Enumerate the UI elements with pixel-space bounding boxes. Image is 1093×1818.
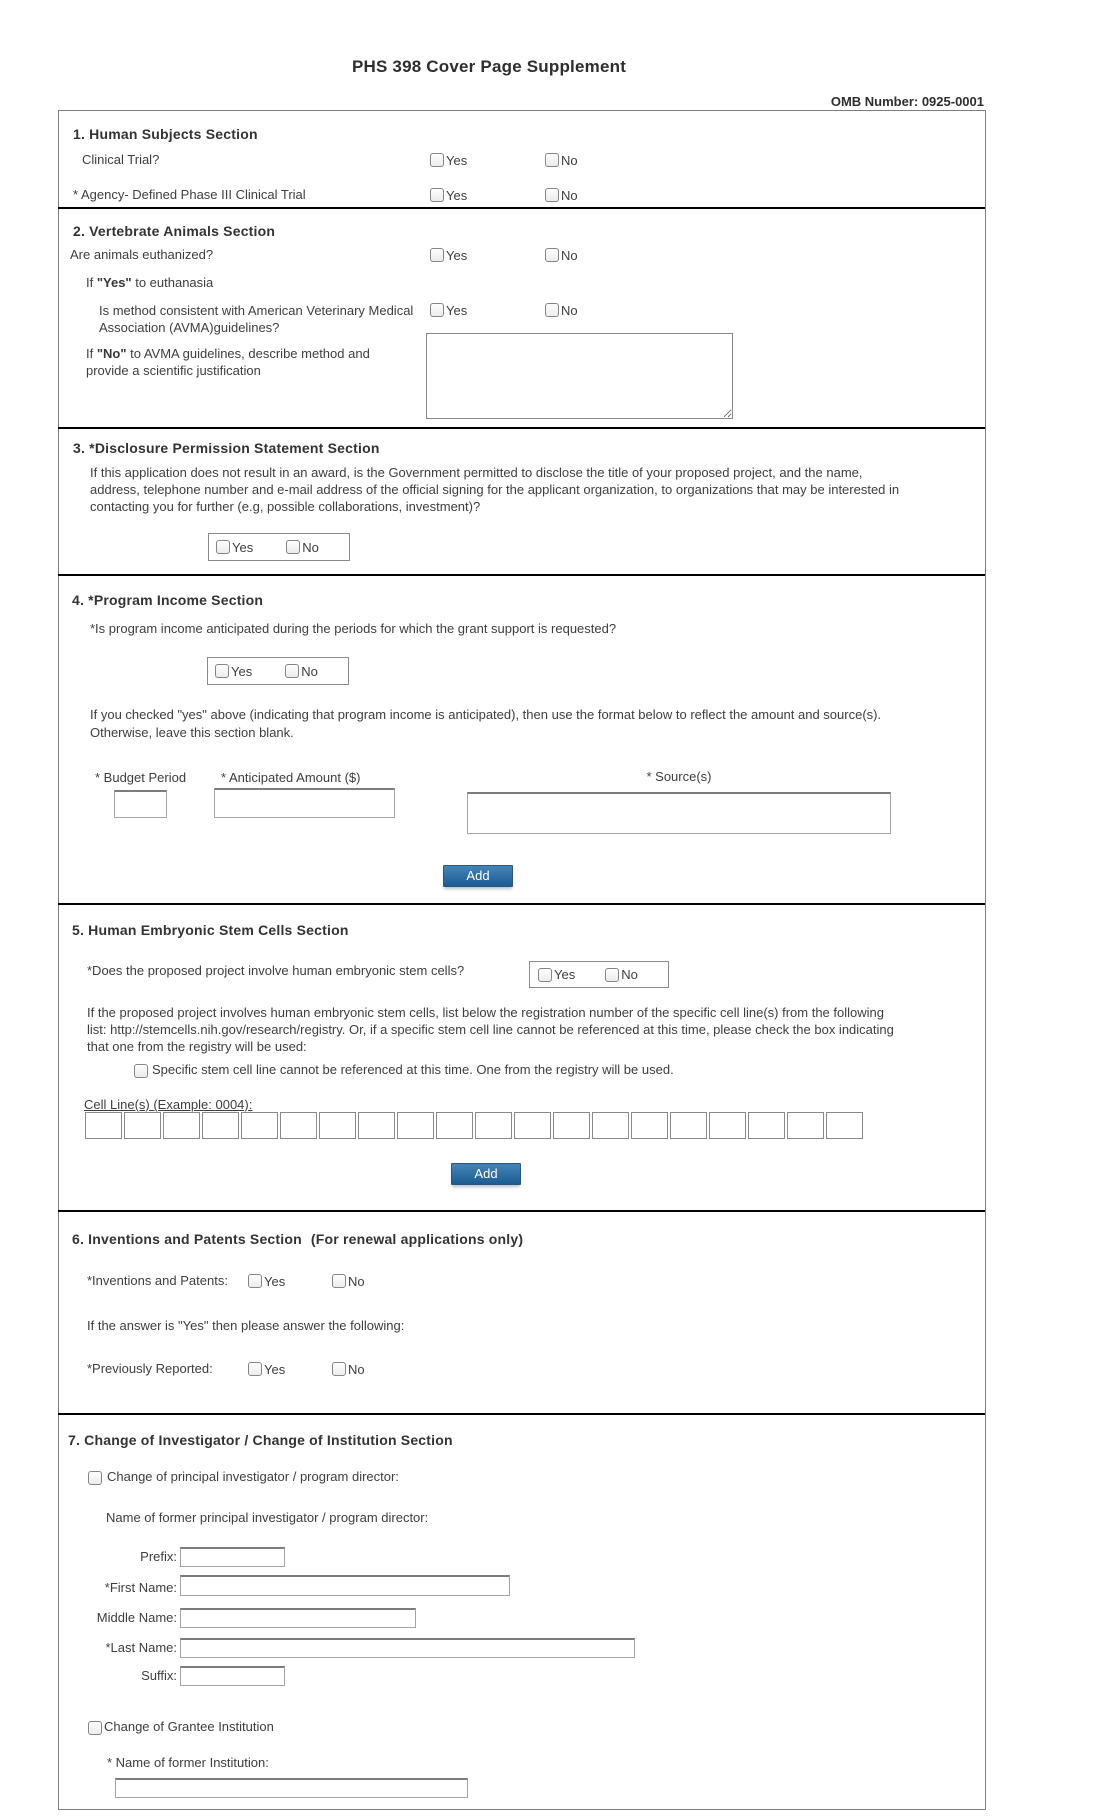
sources-input[interactable] xyxy=(467,792,891,834)
clinical-trial-yes xyxy=(430,152,467,168)
program-income-question: *Is program income anticipated during the periods for which the grant support is requested? xyxy=(90,621,617,636)
agency-phase3-no xyxy=(545,187,578,203)
section-divider-5 xyxy=(58,1210,985,1212)
anticipated-amount-input[interactable] xyxy=(214,788,395,818)
avma-justification-textarea[interactable] xyxy=(426,333,733,419)
suffix-label: Suffix: xyxy=(141,1668,177,1683)
cell-line-box[interactable] xyxy=(280,1112,317,1139)
middle-name-input[interactable] xyxy=(180,1608,416,1628)
animals-euthanized-no-checkbox[interactable] xyxy=(545,248,559,262)
inventions-no-label: No xyxy=(348,1273,365,1289)
program-income-no-label: No xyxy=(301,663,318,679)
section-2-header: 2. Vertebrate Animals Section xyxy=(73,223,276,239)
disclosure-yes-label: Yes xyxy=(232,539,254,555)
animals-euthanized-yes-label: Yes xyxy=(446,247,468,263)
stem-cells-no xyxy=(605,967,638,983)
cell-line-box[interactable] xyxy=(514,1112,551,1139)
last-name-label: *Last Name: xyxy=(105,1640,177,1655)
cell-line-add-button[interactable]: Add xyxy=(451,1163,521,1185)
program-income-instructions: If you checked "yes" above (indicating that program income is anticipated), then use the format below to reflect the amount and source(s). Otherwise, leave this section blank. xyxy=(90,707,882,740)
section-6-header: 6. Inventions and Patents Section (For renewal applications only) xyxy=(72,1231,524,1247)
page-title: PHS 398 Cover Page Supplement xyxy=(351,57,627,76)
cell-line-box[interactable] xyxy=(436,1112,473,1139)
cell-line-box[interactable] xyxy=(787,1112,824,1139)
program-income-yes-label: Yes xyxy=(231,663,253,679)
section-divider-6 xyxy=(58,1413,985,1415)
clinical-trial-yes-label: Yes xyxy=(446,152,468,168)
disclosure-yes xyxy=(216,539,253,555)
cell-line-row xyxy=(85,1112,865,1139)
section-divider-1 xyxy=(58,207,985,209)
cell-line-box[interactable] xyxy=(475,1112,512,1139)
program-income-no xyxy=(285,663,318,679)
avma-method-yes-checkbox[interactable] xyxy=(430,303,444,317)
change-institution-label: Change of Grantee Institution xyxy=(104,1719,274,1734)
first-name-input[interactable] xyxy=(180,1575,510,1596)
disclosure-yes-no-box xyxy=(208,533,350,561)
previously-reported-label: *Previously Reported: xyxy=(87,1361,213,1376)
previously-reported-no-label: No xyxy=(348,1361,365,1377)
change-institution-checkbox[interactable] xyxy=(88,1721,102,1735)
former-pi-label: Name of former principal investigator / program director: xyxy=(106,1510,429,1525)
cell-line-box[interactable] xyxy=(397,1112,434,1139)
prefix-input[interactable] xyxy=(180,1547,285,1567)
cell-line-box[interactable] xyxy=(631,1112,668,1139)
stem-cells-yes-no-box xyxy=(529,961,669,988)
cell-line-box[interactable] xyxy=(124,1112,161,1139)
budget-period-input[interactable] xyxy=(114,790,167,818)
if-no-avma-note: If "No" to AVMA guidelines, describe method and provide a scientific justification xyxy=(86,346,370,378)
avma-method-label: Is method consistent with American Veterinary Medical Association (AVMA)guidelines? xyxy=(99,303,414,335)
omb-number: OMB Number: 0925-0001 xyxy=(830,94,984,109)
avma-method-yes-label: Yes xyxy=(446,302,468,318)
former-institution-label: * Name of former Institution: xyxy=(107,1755,269,1770)
clinical-trial-no xyxy=(545,152,578,168)
first-name-label: *First Name: xyxy=(104,1580,177,1595)
stem-cells-question: *Does the proposed project involve human embryonic stem cells? xyxy=(87,963,465,978)
stem-cells-no-checkbox[interactable] xyxy=(605,968,619,982)
inventions-yes-label: Yes xyxy=(264,1273,286,1289)
section-divider-2 xyxy=(58,427,985,429)
stem-cells-yes-label: Yes xyxy=(554,967,576,982)
sources-label: * Source(s) xyxy=(646,769,712,784)
animals-euthanized-yes-checkbox[interactable] xyxy=(430,248,444,262)
inventions-yes-checkbox[interactable] xyxy=(248,1274,262,1288)
former-institution-input[interactable] xyxy=(115,1778,468,1798)
prefix-label: Prefix: xyxy=(140,1549,177,1564)
animals-euthanized-label: Are animals euthanized? xyxy=(70,247,214,262)
cell-line-box[interactable] xyxy=(202,1112,239,1139)
section-divider-3 xyxy=(58,574,985,576)
middle-name-label: Middle Name: xyxy=(96,1610,177,1625)
disclosure-yes-checkbox[interactable] xyxy=(216,540,230,554)
inventions-patents-label: *Inventions and Patents: xyxy=(87,1273,228,1288)
anticipated-amount-label: * Anticipated Amount ($) xyxy=(221,770,361,785)
previously-reported-no-checkbox[interactable] xyxy=(332,1362,346,1376)
cell-line-box[interactable] xyxy=(592,1112,629,1139)
section-1-header: 1. Human Subjects Section xyxy=(73,126,258,142)
suffix-input[interactable] xyxy=(180,1666,285,1686)
previously-reported-no xyxy=(332,1361,365,1377)
agency-phase3-yes-checkbox[interactable] xyxy=(430,188,444,202)
avma-method-no-checkbox[interactable] xyxy=(545,303,559,317)
cell-line-box[interactable] xyxy=(826,1112,863,1139)
section-divider-4 xyxy=(58,903,985,905)
cell-lines-label: Cell Line(s) (Example: 0004): xyxy=(84,1097,253,1112)
animals-euthanized-yes xyxy=(430,247,467,263)
program-income-add-button[interactable]: Add xyxy=(443,865,513,887)
section-5-header: 5. Human Embryonic Stem Cells Section xyxy=(72,922,349,938)
avma-method-yes xyxy=(430,302,467,318)
agency-phase3-no-label: No xyxy=(561,187,578,203)
clinical-trial-label: Clinical Trial? xyxy=(82,152,160,167)
cell-line-box[interactable] xyxy=(358,1112,395,1139)
avma-method-no xyxy=(545,302,578,318)
previously-reported-yes-checkbox[interactable] xyxy=(248,1362,262,1376)
section-3-header: 3. *Disclosure Permission Statement Section xyxy=(73,440,380,456)
clinical-trial-yes-checkbox[interactable] xyxy=(430,153,444,167)
change-pi-checkbox[interactable] xyxy=(88,1471,102,1485)
animals-euthanized-no xyxy=(545,247,578,263)
stem-cells-yes-checkbox[interactable] xyxy=(538,968,552,982)
clinical-trial-no-checkbox[interactable] xyxy=(545,153,559,167)
last-name-input[interactable] xyxy=(180,1638,635,1658)
previously-reported-yes-label: Yes xyxy=(264,1361,286,1377)
section-7-header: 7. Change of Investigator / Change of Institution Section xyxy=(68,1432,453,1448)
specific-cell-line-label: Specific stem cell line cannot be referenced at this time. One from the registry will be used. xyxy=(152,1062,674,1077)
inventions-no xyxy=(332,1273,365,1289)
program-income-yes-checkbox[interactable] xyxy=(215,664,229,678)
cell-line-box[interactable] xyxy=(163,1112,200,1139)
agency-phase3-label: * Agency- Defined Phase III Clinical Trial xyxy=(73,187,306,202)
disclosure-no xyxy=(286,539,319,555)
section-4-header: 4. *Program Income Section xyxy=(72,592,264,608)
previously-reported-yes xyxy=(248,1361,285,1377)
program-income-yes-no-box xyxy=(207,657,349,685)
animals-euthanized-no-label: No xyxy=(561,247,578,263)
disclosure-no-checkbox[interactable] xyxy=(286,540,300,554)
cell-line-box[interactable] xyxy=(319,1112,356,1139)
stem-cells-yes xyxy=(538,967,575,983)
avma-method-no-label: No xyxy=(561,302,578,318)
cell-line-box[interactable] xyxy=(85,1112,122,1139)
program-income-no-checkbox[interactable] xyxy=(285,664,299,678)
inventions-yes xyxy=(248,1273,285,1289)
clinical-trial-no-label: No xyxy=(561,152,578,168)
cell-line-box[interactable] xyxy=(709,1112,746,1139)
cell-line-box[interactable] xyxy=(670,1112,707,1139)
disclosure-no-label: No xyxy=(302,539,319,555)
cell-line-box[interactable] xyxy=(553,1112,590,1139)
cell-line-box[interactable] xyxy=(241,1112,278,1139)
agency-phase3-no-checkbox[interactable] xyxy=(545,188,559,202)
stem-cells-no-label: No xyxy=(621,967,638,982)
disclosure-paragraph: If this application does not result in an award, is the Government permitted to disclose the title of your proposed project, and the name, address, telephone number and e-mail address of the official signing for the applicant organization, to organizations that may be interested in contacting you for further (e.g, possible collaborations, investment)? xyxy=(90,465,900,514)
inventions-no-checkbox[interactable] xyxy=(332,1274,346,1288)
if-answer-yes-note: If the answer is "Yes" then please answer the following: xyxy=(87,1318,405,1333)
budget-period-label: * Budget Period xyxy=(95,770,187,785)
stem-cells-paragraph: If the proposed project involves human embryonic stem cells, list below the registration number of the specific cell line(s) from the following list: http://stemcells.nih.gov/research/registry. Or, if a specific stem cell line cannot be referenced at this time, please check the box indicating that one from the registry will be used: xyxy=(87,1005,894,1054)
change-pi-label: Change of principal investigator / program director: xyxy=(107,1469,399,1484)
specific-cell-line-checkbox[interactable] xyxy=(134,1064,148,1078)
agency-phase3-yes xyxy=(430,187,467,203)
cell-line-box[interactable] xyxy=(748,1112,785,1139)
program-income-yes xyxy=(215,663,252,679)
if-yes-euthanasia-note: If "Yes" to euthanasia xyxy=(86,275,214,290)
agency-phase3-yes-label: Yes xyxy=(446,187,468,203)
